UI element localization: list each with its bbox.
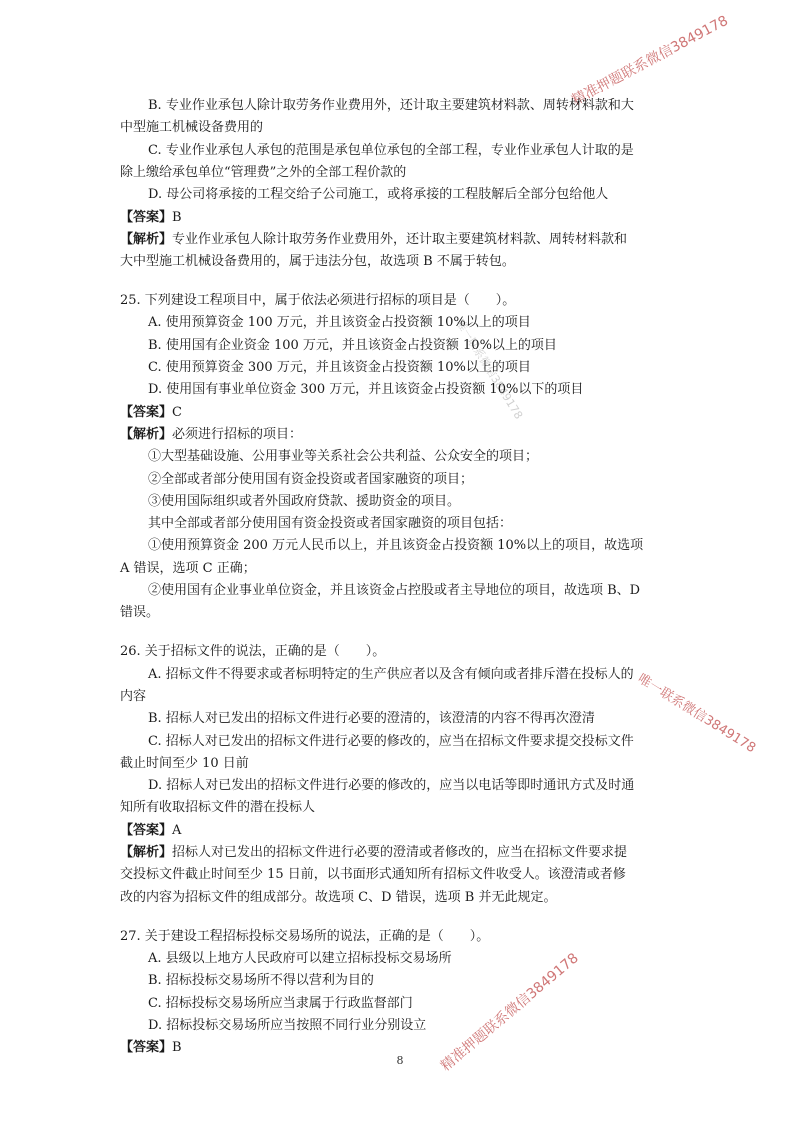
text-line — [148, 709, 595, 729]
text-line — [148, 732, 634, 752]
text-line — [148, 313, 531, 333]
text-line — [148, 949, 452, 969]
page-number: 8 — [396, 1054, 404, 1067]
text-line — [120, 927, 489, 947]
text-line — [120, 603, 159, 623]
text-line — [120, 754, 249, 774]
line-text: B — [172, 209, 182, 225]
line-label: 【解析】 — [120, 231, 173, 247]
line-text: 截止时间至少 10 日前 — [120, 755, 249, 771]
line-text: D. 招标人对已发出的招标文件进行必要的修改的，应当以电话等即时通讯方式及时通 — [148, 778, 635, 794]
text-line — [120, 291, 515, 311]
text-line — [120, 642, 385, 662]
line-text: A. 使用预算资金 100 万元，并且该资金占投资额 10%以上的项目 — [148, 315, 531, 331]
line-text: D. 母公司将承接的工程交给子公司施工，或将承接的工程肢解后全部分包给他人 — [148, 187, 609, 203]
line-text: 专业作业承包人除计取劳务作业费用外，还计取主要建筑材料款、周转材料款和 — [172, 231, 628, 247]
text-line — [148, 994, 413, 1014]
text-line — [120, 865, 626, 885]
watermark-bottom: 精准押题联系微信3849178 — [437, 950, 582, 1075]
text-line — [148, 358, 531, 378]
line-text: D. 使用国有事业单位资金 300 万元，并且该资金占投资额 10%以下的项目 — [148, 382, 584, 398]
line-text: 其中全部或者部分使用国有资金投资或者国家融资的项目包括： — [148, 516, 513, 532]
text-line — [148, 776, 634, 796]
line-text: B. 招标人对已发出的招标文件进行必要的澄清的，该澄清的内容不得再次澄清 — [148, 711, 595, 727]
line-label: 【答案】 — [120, 404, 173, 420]
text-line — [120, 798, 315, 818]
watermark-faint-middle: 唯一联系微信3849178 — [453, 317, 526, 422]
text-line — [120, 118, 263, 138]
line-text: C. 招标人对已发出的招标文件进行必要的修改的，应当在招标文件要求提交投标文件 — [148, 733, 634, 749]
text-line — [148, 492, 460, 512]
text-line — [148, 185, 608, 205]
line-label: 【解析】 — [120, 845, 173, 860]
line-text: ①使用预算资金 200 万元人民币以上，并且该资金占投资额 10%以上的项目，故选项 — [148, 538, 644, 554]
line-text: ①大型基础设施、公用事业等关系社会公共利益、公众安全的项目； — [148, 449, 539, 465]
line-label: 【答案】 — [120, 1040, 173, 1056]
line-text: 大中型施工机械设备费用的，属于违法分包，故选项 B 不属于转包。 — [120, 254, 515, 270]
line-text: C — [172, 404, 182, 420]
line-text: 知所有收取招标文件的潜在投标人 — [120, 800, 316, 816]
line-text: 27. 关于建设工程招标投标交易场所的说法，正确的是（ ）。 — [120, 928, 490, 944]
text-line — [120, 888, 556, 908]
text-line — [148, 470, 473, 490]
answer-or-analysis-line — [120, 425, 302, 445]
line-text: B. 招标投标交易场所不得以营利为目的 — [148, 973, 374, 989]
line-text: A. 县级以上地方人民政府可以建立招标投标交易场所 — [148, 951, 452, 966]
line-text: C. 专业作业承包人承包的范围是承包单位承包的全部工程，专业作业承包人计取的是 — [148, 142, 634, 158]
text-line — [148, 514, 512, 534]
line-text: ②全部或者部分使用国有资金投资或者国家融资的项目； — [148, 471, 474, 487]
text-line — [148, 141, 634, 161]
answer-or-analysis-line — [120, 1038, 182, 1058]
answer-or-analysis-line — [120, 208, 182, 228]
line-label: 【解析】 — [120, 426, 173, 442]
line-text: 必须进行招标的项目： — [172, 426, 303, 442]
text-line — [148, 971, 374, 991]
text-line — [148, 1016, 426, 1036]
line-text: 中型施工机械设备费用的 — [120, 120, 264, 136]
text-line — [120, 687, 146, 707]
text-line — [148, 536, 643, 556]
text-line — [120, 559, 256, 579]
line-text: D. 招标投标交易场所应当按照不同行业分别设立 — [148, 1017, 427, 1033]
line-text: B — [172, 1040, 182, 1056]
text-line — [148, 96, 634, 116]
text-line — [148, 581, 640, 601]
line-text: 除上缴给承包单位“管理费”之外的全部工程价款的 — [120, 164, 407, 180]
text-line — [120, 252, 515, 272]
line-label: 【答案】 — [120, 209, 173, 225]
line-text: 招标人对已发出的招标文件进行必要的澄清或者修改的，应当在招标文件要求提 — [172, 845, 628, 860]
answer-or-analysis-line — [120, 843, 627, 863]
answer-or-analysis-line — [120, 821, 181, 841]
line-text: B. 专业作业承包人除计取劳务作业费用外，还计取主要建筑材料款、周转材料款和大 — [148, 98, 634, 113]
line-text: ③使用国际组织或者外国政府贷款、援助资金的项目。 — [148, 493, 461, 509]
text-line — [148, 380, 583, 400]
line-text: 25. 下列建设工程项目中，属于依法必须进行招标的项目是（ ）。 — [120, 293, 516, 309]
line-text: B. 使用国有企业资金 100 万元，并且该资金占投资额 10%以上的项目 — [148, 337, 557, 353]
line-text: 交投标文件截止时间至少 15 日前，以书面形式通知所有招标文件收受人。该澄清或者修 — [120, 867, 626, 883]
line-text: C. 使用预算资金 300 万元，并且该资金占投资额 10%以上的项目 — [148, 360, 531, 375]
text-line — [148, 447, 538, 467]
line-text: 改的内容为招标文件的组成部分。故选项 C、D 错误，选项 B 并无此规定。 — [120, 889, 557, 905]
text-line — [148, 665, 634, 685]
line-label: 【答案】 — [120, 822, 173, 838]
answer-or-analysis-line — [120, 403, 182, 423]
line-text: A. 招标文件不得要求或者标明特定的生产供应者以及含有倾向或者排斥潜在投标人的 — [148, 666, 634, 682]
answer-or-analysis-line — [120, 230, 627, 250]
line-text: C. 招标投标交易场所应当隶属于行政监督部门 — [148, 995, 413, 1011]
text-line — [120, 163, 406, 183]
text-line — [148, 336, 557, 356]
line-text: 内容 — [120, 688, 147, 704]
line-text: 错误。 — [120, 605, 160, 621]
line-text: 26. 关于招标文件的说法，正确的是（ ）。 — [120, 644, 386, 660]
line-text: A — [172, 822, 182, 838]
line-text: ②使用国有企业事业单位资金，并且该资金占控股或者主导地位的项目，故选项 B、D — [148, 583, 641, 598]
line-text: A 错误，选项 C 正确； — [120, 560, 256, 576]
watermark-top-right: 精准押题联系微信3849178 — [569, 12, 731, 109]
watermark-middle-right: 唯一联系微信3849178 — [634, 671, 759, 757]
